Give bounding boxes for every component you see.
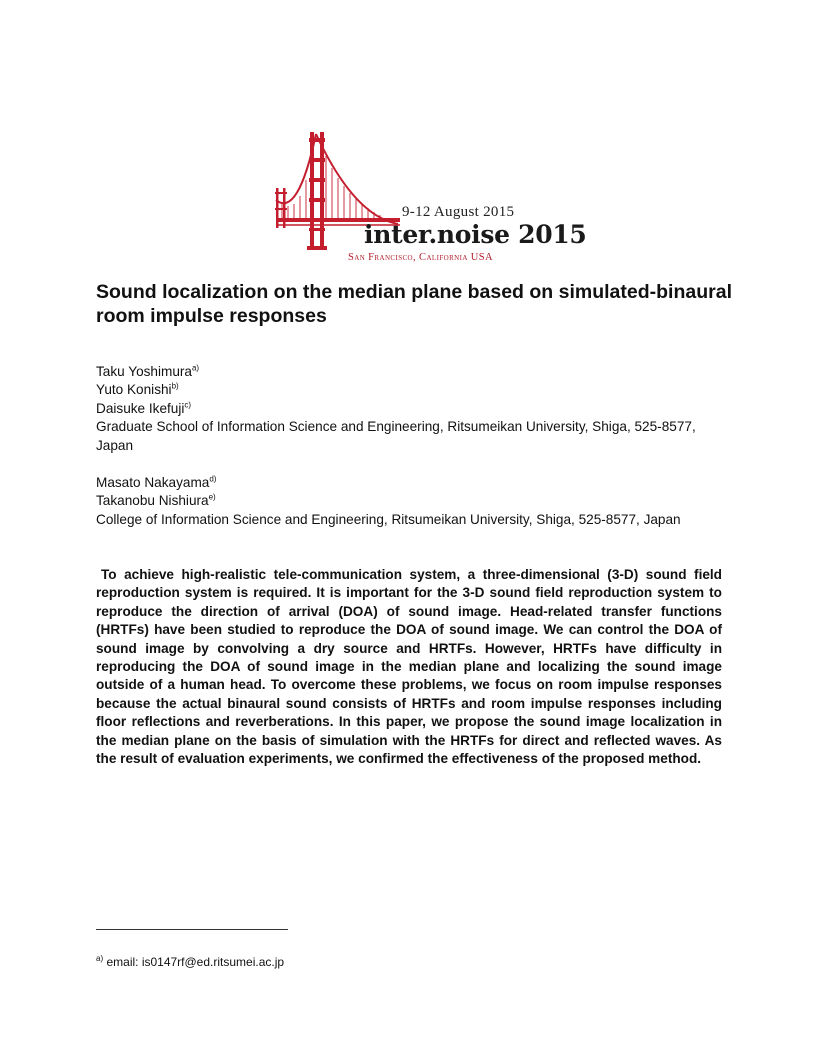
author-name: Takanobu Nishiura [96,493,209,509]
author-line [96,492,736,510]
author-block-1 [96,363,736,455]
affiliation: Graduate School of Information Science and Engineering, Ritsumeikan University, Shiga, 525-8577, Japan [96,419,696,453]
paper-title: Sound localization on the median plane based on simulated-binaural room impulse responses [96,281,732,327]
author-line [96,400,736,418]
conference-dates: 9-12 August 2015 [402,204,515,220]
author-name: Taku Yoshimura [96,364,192,379]
author-line [96,363,736,381]
footnote-mark: a) [96,954,104,963]
conference-logo [272,128,587,268]
affiliation: College of Information Science and Engineering, Ritsumeikan University, Shiga, 525-8577, Japan [96,511,681,527]
footnote-divider [96,929,288,930]
author-mark: a) [191,363,200,373]
footnote [96,955,284,969]
author-block-2 [96,474,736,529]
conference-name: inter.noise 2015 [364,220,587,249]
author-mark: e) [208,492,216,502]
author-mark: b) [171,381,179,391]
author-name: Yuto Konishi [96,382,172,398]
author-name: Daisuke Ikefuji [96,400,185,416]
abstract: To achieve high-realistic tele-communication system, a three-dimensional (3-D) sound field reproduction system is required. It is important for the 3-D sound field reproduction system to reproduce the direction of arrival (DOA) of sound image. Head-related transfer functions (HRTFs) have been studied to reproduce the DOA of sound image. We can control the DOA of sound image by convolving a dry source and HRTFs. However, HRTFs have difficulty in reproducing the DOA of sound image in the median plane and localizing the sound image outside of a human head. To overcome these problems, we focus on room impulse responses because the actual binaural sound consists of HRTFs and room impulse responses including floor reflections and reverberations. In this paper, we propose the sound image localization in the median plane on the basis of simulation with the HRTFs for direct and reflected waves. As the result of evaluation experiments, we confirmed the effectiveness of the proposed method. [96,567,722,767]
author-mark: d) [209,474,217,484]
conference-location: San Francisco, California USA [348,252,494,263]
footnote-email: email: is0147rf@ed.ritsumei.ac.jp [106,955,285,969]
author-line [96,474,736,492]
author-mark: c) [184,400,192,410]
author-line [96,381,736,399]
author-name: Masato Nakayama [96,475,210,490]
